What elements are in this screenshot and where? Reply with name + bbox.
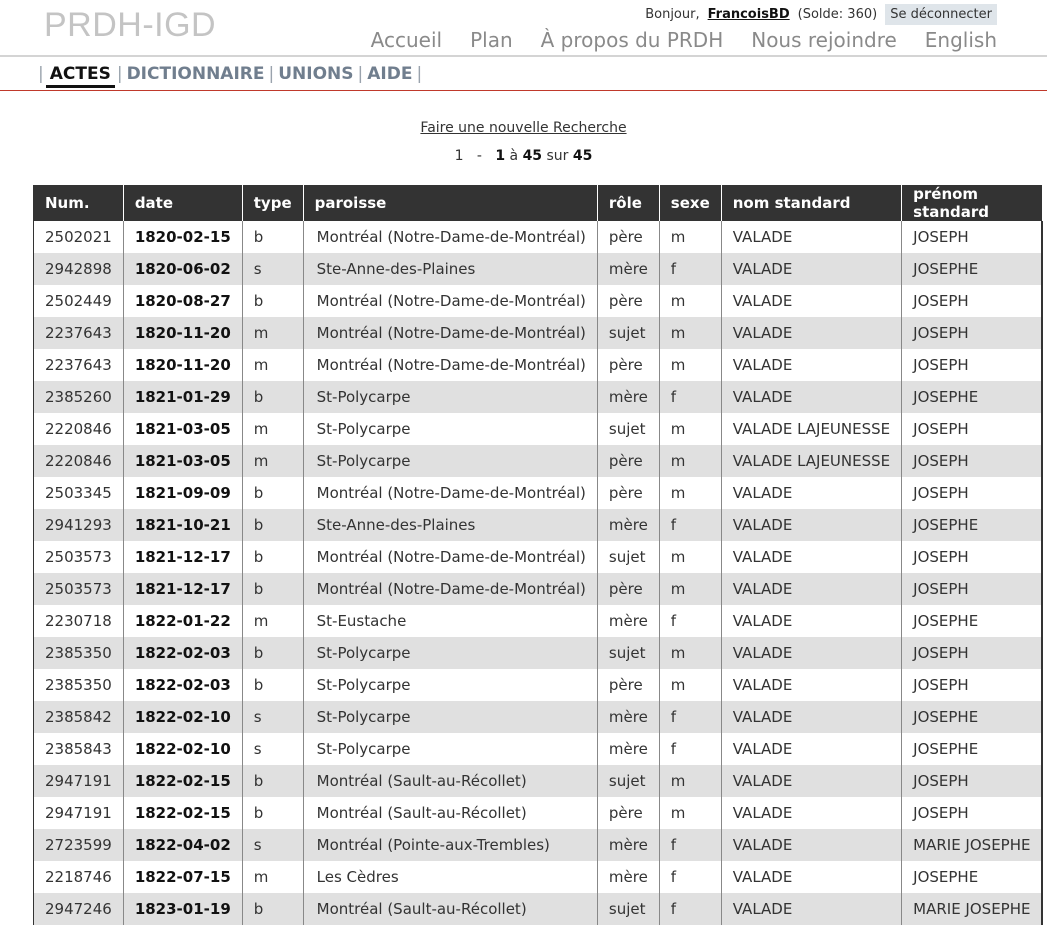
- cell-paroisse: Montréal (Pointe-aux-Trembles): [303, 829, 597, 861]
- cell-type: s: [242, 701, 303, 733]
- subnav-separator: |: [357, 64, 364, 84]
- cell-num[interactable]: 2947191: [34, 797, 124, 829]
- cell-prenom-standard: JOSEPH: [902, 765, 1043, 797]
- tab-unions[interactable]: UNIONS: [278, 64, 354, 84]
- cell-paroisse: Les Cèdres: [303, 861, 597, 893]
- cell-date: 1821-12-17: [123, 573, 242, 605]
- table-row[interactable]: [34, 541, 1043, 573]
- cell-sexe: m: [659, 573, 721, 605]
- table-row[interactable]: [34, 317, 1043, 349]
- cell-role: mère: [597, 381, 659, 413]
- cell-prenom-standard: JOSEPH: [902, 669, 1043, 701]
- cell-nom-standard: VALADE: [721, 573, 901, 605]
- cell-type: m: [242, 413, 303, 445]
- tab-aide[interactable]: AIDE: [367, 64, 413, 84]
- cell-role: sujet: [597, 765, 659, 797]
- cell-role: sujet: [597, 317, 659, 349]
- cell-nom-standard: VALADE: [721, 317, 901, 349]
- cell-date: 1822-02-15: [123, 797, 242, 829]
- cell-date: 1822-01-22: [123, 605, 242, 637]
- table-row[interactable]: [34, 445, 1043, 477]
- column-header-nom-standard[interactable]: nom standard: [721, 185, 901, 221]
- user-bar: [645, 4, 997, 25]
- table-row[interactable]: [34, 829, 1043, 861]
- cell-role: père: [597, 445, 659, 477]
- cell-nom-standard: VALADE: [721, 861, 901, 893]
- cell-prenom-standard: JOSEPH: [902, 413, 1043, 445]
- cell-nom-standard: VALADE: [721, 669, 901, 701]
- cell-nom-standard: VALADE: [721, 637, 901, 669]
- cell-paroisse: St-Polycarpe: [303, 445, 597, 477]
- cell-prenom-standard: JOSEPH: [902, 445, 1043, 477]
- nav-english[interactable]: English: [924, 28, 997, 52]
- cell-role: père: [597, 669, 659, 701]
- cell-date: 1822-02-03: [123, 637, 242, 669]
- cell-prenom-standard: JOSEPH: [902, 317, 1043, 349]
- cell-type: b: [242, 541, 303, 573]
- cell-paroisse: Montréal (Notre-Dame-de-Montréal): [303, 285, 597, 317]
- cell-role: mère: [597, 605, 659, 637]
- cell-sexe: m: [659, 637, 721, 669]
- column-header-num[interactable]: Num.: [34, 185, 124, 221]
- table-row[interactable]: [34, 861, 1043, 893]
- cell-nom-standard: VALADE: [721, 605, 901, 637]
- cell-nom-standard: VALADE: [721, 765, 901, 797]
- results-table: [33, 185, 1043, 925]
- cell-type: m: [242, 861, 303, 893]
- cell-num[interactable]: 2942898: [34, 253, 124, 285]
- cell-sexe: f: [659, 253, 721, 285]
- cell-date: 1823-01-19: [123, 893, 242, 925]
- subnav-separator: |: [116, 64, 123, 84]
- tab-dictionnaire[interactable]: DICTIONNAIRE: [126, 64, 265, 84]
- cell-paroisse: Ste-Anne-des-Plaines: [303, 509, 597, 541]
- cell-date: 1822-07-15: [123, 861, 242, 893]
- cell-prenom-standard: MARIE JOSEPHE: [902, 829, 1043, 861]
- cell-nom-standard: VALADE: [721, 829, 901, 861]
- cell-prenom-standard: JOSEPH: [902, 349, 1043, 381]
- cell-prenom-standard: JOSEPH: [902, 637, 1043, 669]
- cell-type: b: [242, 509, 303, 541]
- range-to: 45: [522, 148, 543, 164]
- cell-type: b: [242, 477, 303, 509]
- cell-prenom-standard: JOSEPHE: [902, 605, 1043, 637]
- cell-paroisse: Montréal (Notre-Dame-de-Montréal): [303, 317, 597, 349]
- logout-button[interactable]: Se déconnecter: [885, 4, 997, 25]
- new-search-container: [0, 120, 1047, 136]
- cell-type: m: [242, 317, 303, 349]
- cell-num[interactable]: 2385842: [34, 701, 124, 733]
- cell-num[interactable]: 2503345: [34, 477, 124, 509]
- table-row[interactable]: [34, 669, 1043, 701]
- cell-role: père: [597, 797, 659, 829]
- cell-nom-standard: VALADE LAJEUNESSE: [721, 445, 901, 477]
- cell-type: b: [242, 893, 303, 925]
- cell-num[interactable]: 2723599: [34, 829, 124, 861]
- cell-sexe: m: [659, 285, 721, 317]
- balance-text: (Solde: 360): [797, 7, 878, 22]
- cell-nom-standard: VALADE: [721, 701, 901, 733]
- column-header-paroisse[interactable]: paroisse: [303, 185, 597, 221]
- subnav-separator: |: [38, 64, 44, 84]
- cell-sexe: f: [659, 605, 721, 637]
- cell-paroisse: Montréal (Sault-au-Récollet): [303, 797, 597, 829]
- cell-date: 1821-03-05: [123, 445, 242, 477]
- cell-type: m: [242, 445, 303, 477]
- cell-paroisse: St-Polycarpe: [303, 701, 597, 733]
- column-header-role[interactable]: rôle: [597, 185, 659, 221]
- cell-paroisse: St-Polycarpe: [303, 669, 597, 701]
- cell-prenom-standard: JOSEPHE: [902, 701, 1043, 733]
- cell-role: mère: [597, 861, 659, 893]
- new-search-link[interactable]: Faire une nouvelle Recherche: [420, 120, 627, 136]
- cell-sexe: f: [659, 893, 721, 925]
- cell-type: b: [242, 285, 303, 317]
- cell-type: b: [242, 765, 303, 797]
- cell-nom-standard: VALADE: [721, 509, 901, 541]
- column-header-date[interactable]: date: [123, 185, 242, 221]
- pagination: [0, 148, 1047, 164]
- cell-paroisse: Montréal (Notre-Dame-de-Montréal): [303, 573, 597, 605]
- table-row[interactable]: [34, 477, 1043, 509]
- table-row[interactable]: [34, 637, 1043, 669]
- table-row[interactable]: [34, 733, 1043, 765]
- cell-prenom-standard: JOSEPH: [902, 573, 1043, 605]
- cell-sexe: f: [659, 829, 721, 861]
- cell-num[interactable]: 2385843: [34, 733, 124, 765]
- cell-num[interactable]: 2237643: [34, 317, 124, 349]
- cell-type: m: [242, 349, 303, 381]
- nav-a-propos[interactable]: À propos du PRDH: [540, 28, 724, 52]
- cell-type: b: [242, 221, 303, 253]
- cell-date: 1822-02-10: [123, 701, 242, 733]
- cell-sexe: m: [659, 541, 721, 573]
- cell-date: 1820-02-15: [123, 221, 242, 253]
- cell-role: mère: [597, 701, 659, 733]
- cell-num[interactable]: 2385350: [34, 637, 124, 669]
- subnav-divider: [0, 90, 1047, 91]
- cell-num[interactable]: 2503573: [34, 573, 124, 605]
- cell-nom-standard: VALADE: [721, 893, 901, 925]
- table-row[interactable]: [34, 509, 1043, 541]
- cell-prenom-standard: JOSEPHE: [902, 733, 1043, 765]
- nav-plan[interactable]: Plan: [470, 28, 513, 52]
- cell-type: b: [242, 669, 303, 701]
- cell-num[interactable]: 2385260: [34, 381, 124, 413]
- cell-date: 1820-11-20: [123, 317, 242, 349]
- subnav-separator: |: [416, 64, 423, 84]
- cell-sexe: m: [659, 413, 721, 445]
- cell-num[interactable]: 2237643: [34, 349, 124, 381]
- cell-date: 1822-02-10: [123, 733, 242, 765]
- cell-num[interactable]: 2941293: [34, 509, 124, 541]
- cell-role: père: [597, 285, 659, 317]
- column-header-sexe[interactable]: sexe: [659, 185, 721, 221]
- cell-type: b: [242, 573, 303, 605]
- pagination-dash: -: [476, 148, 482, 164]
- range-total: 45: [572, 148, 593, 164]
- cell-sexe: f: [659, 381, 721, 413]
- table-row[interactable]: [34, 893, 1043, 925]
- cell-date: 1822-02-03: [123, 669, 242, 701]
- cell-role: sujet: [597, 413, 659, 445]
- cell-type: b: [242, 637, 303, 669]
- cell-sexe: f: [659, 509, 721, 541]
- cell-paroisse: Montréal (Notre-Dame-de-Montréal): [303, 349, 597, 381]
- cell-role: père: [597, 349, 659, 381]
- table-header-row: [34, 185, 1043, 221]
- cell-nom-standard: VALADE: [721, 221, 901, 253]
- cell-num[interactable]: 2220846: [34, 445, 124, 477]
- table-row[interactable]: [34, 349, 1043, 381]
- cell-date: 1821-10-21: [123, 509, 242, 541]
- cell-date: 1821-09-09: [123, 477, 242, 509]
- range-to-word: à: [509, 148, 519, 164]
- cell-role: père: [597, 573, 659, 605]
- table-row[interactable]: [34, 765, 1043, 797]
- table-body: [34, 221, 1043, 925]
- cell-sexe: m: [659, 349, 721, 381]
- username-link[interactable]: FrancoisBD: [707, 7, 790, 22]
- cell-prenom-standard: JOSEPHE: [902, 381, 1043, 413]
- cell-paroisse: St-Polycarpe: [303, 413, 597, 445]
- cell-type: s: [242, 253, 303, 285]
- cell-type: s: [242, 733, 303, 765]
- table-row[interactable]: [34, 381, 1043, 413]
- header: [0, 0, 1047, 56]
- cell-nom-standard: VALADE LAJEUNESSE: [721, 413, 901, 445]
- cell-role: mère: [597, 509, 659, 541]
- site-logo[interactable]: PRDH-IGD: [44, 6, 217, 44]
- cell-num[interactable]: 2502449: [34, 285, 124, 317]
- cell-role: mère: [597, 733, 659, 765]
- cell-num[interactable]: 2947246: [34, 893, 124, 925]
- cell-nom-standard: VALADE: [721, 733, 901, 765]
- table-row[interactable]: [34, 797, 1043, 829]
- cell-paroisse: Montréal (Notre-Dame-de-Montréal): [303, 541, 597, 573]
- cell-nom-standard: VALADE: [721, 541, 901, 573]
- cell-sexe: m: [659, 669, 721, 701]
- cell-type: b: [242, 381, 303, 413]
- cell-num[interactable]: 2230718: [34, 605, 124, 637]
- table-row[interactable]: [34, 285, 1043, 317]
- cell-sexe: f: [659, 861, 721, 893]
- cell-date: 1820-08-27: [123, 285, 242, 317]
- cell-date: 1822-02-15: [123, 765, 242, 797]
- cell-prenom-standard: MARIE JOSEPHE: [902, 893, 1043, 925]
- tab-actes[interactable]: ACTES: [46, 64, 115, 88]
- table-row[interactable]: [34, 701, 1043, 733]
- cell-sexe: f: [659, 733, 721, 765]
- cell-num[interactable]: 2503573: [34, 541, 124, 573]
- table-row[interactable]: [34, 605, 1043, 637]
- table-row[interactable]: [34, 221, 1043, 253]
- cell-sexe: m: [659, 221, 721, 253]
- cell-paroisse: St-Polycarpe: [303, 637, 597, 669]
- table-row[interactable]: [34, 253, 1043, 285]
- cell-role: sujet: [597, 893, 659, 925]
- cell-type: m: [242, 605, 303, 637]
- cell-paroisse: Montréal (Notre-Dame-de-Montréal): [303, 477, 597, 509]
- cell-date: 1821-03-05: [123, 413, 242, 445]
- cell-prenom-standard: JOSEPH: [902, 221, 1043, 253]
- subnav-separator: |: [268, 64, 275, 84]
- cell-nom-standard: VALADE: [721, 285, 901, 317]
- cell-nom-standard: VALADE: [721, 381, 901, 413]
- cell-paroisse: Montréal (Sault-au-Récollet): [303, 765, 597, 797]
- table-row[interactable]: [34, 573, 1043, 605]
- sub-nav: [0, 56, 1047, 90]
- cell-num[interactable]: 2502021: [34, 221, 124, 253]
- cell-date: 1821-12-17: [123, 541, 242, 573]
- cell-num[interactable]: 2385350: [34, 669, 124, 701]
- cell-num[interactable]: 2220846: [34, 413, 124, 445]
- cell-nom-standard: VALADE: [721, 477, 901, 509]
- cell-sexe: m: [659, 765, 721, 797]
- cell-sexe: m: [659, 317, 721, 349]
- cell-sexe: m: [659, 445, 721, 477]
- cell-prenom-standard: JOSEPH: [902, 477, 1043, 509]
- cell-role: père: [597, 221, 659, 253]
- cell-type: b: [242, 797, 303, 829]
- cell-paroisse: Ste-Anne-des-Plaines: [303, 253, 597, 285]
- cell-prenom-standard: JOSEPHE: [902, 253, 1043, 285]
- cell-sexe: f: [659, 701, 721, 733]
- cell-role: mère: [597, 829, 659, 861]
- nav-accueil[interactable]: Accueil: [370, 28, 443, 52]
- column-header-prenom-standard[interactable]: prénom standard: [902, 185, 1043, 221]
- cell-role: père: [597, 477, 659, 509]
- cell-paroisse: St-Polycarpe: [303, 381, 597, 413]
- cell-paroisse: St-Polycarpe: [303, 733, 597, 765]
- cell-role: mère: [597, 253, 659, 285]
- table-row[interactable]: [34, 413, 1043, 445]
- cell-role: sujet: [597, 637, 659, 669]
- cell-num[interactable]: 2947191: [34, 765, 124, 797]
- column-header-type[interactable]: type: [242, 185, 303, 221]
- cell-nom-standard: VALADE: [721, 797, 901, 829]
- cell-role: sujet: [597, 541, 659, 573]
- cell-date: 1822-04-02: [123, 829, 242, 861]
- cell-paroisse: St-Eustache: [303, 605, 597, 637]
- cell-date: 1820-06-02: [123, 253, 242, 285]
- cell-sexe: m: [659, 477, 721, 509]
- cell-date: 1821-01-29: [123, 381, 242, 413]
- cell-nom-standard: VALADE: [721, 253, 901, 285]
- nav-nous-rejoindre[interactable]: Nous rejoindre: [751, 28, 897, 52]
- top-nav: [371, 28, 997, 52]
- cell-prenom-standard: JOSEPH: [902, 285, 1043, 317]
- cell-prenom-standard: JOSEPHE: [902, 861, 1043, 893]
- cell-prenom-standard: JOSEPHE: [902, 509, 1043, 541]
- cell-prenom-standard: JOSEPH: [902, 541, 1043, 573]
- cell-sexe: m: [659, 797, 721, 829]
- cell-prenom-standard: JOSEPH: [902, 797, 1043, 829]
- cell-nom-standard: VALADE: [721, 349, 901, 381]
- cell-paroisse: Montréal (Sault-au-Récollet): [303, 893, 597, 925]
- cell-num[interactable]: 2218746: [34, 861, 124, 893]
- cell-date: 1820-11-20: [123, 349, 242, 381]
- range-from: 1: [495, 148, 506, 164]
- page-number[interactable]: 1: [454, 148, 464, 164]
- cell-type: s: [242, 829, 303, 861]
- cell-paroisse: Montréal (Notre-Dame-de-Montréal): [303, 221, 597, 253]
- range-of-word: sur: [546, 148, 569, 164]
- greeting-text: Bonjour,: [645, 7, 700, 22]
